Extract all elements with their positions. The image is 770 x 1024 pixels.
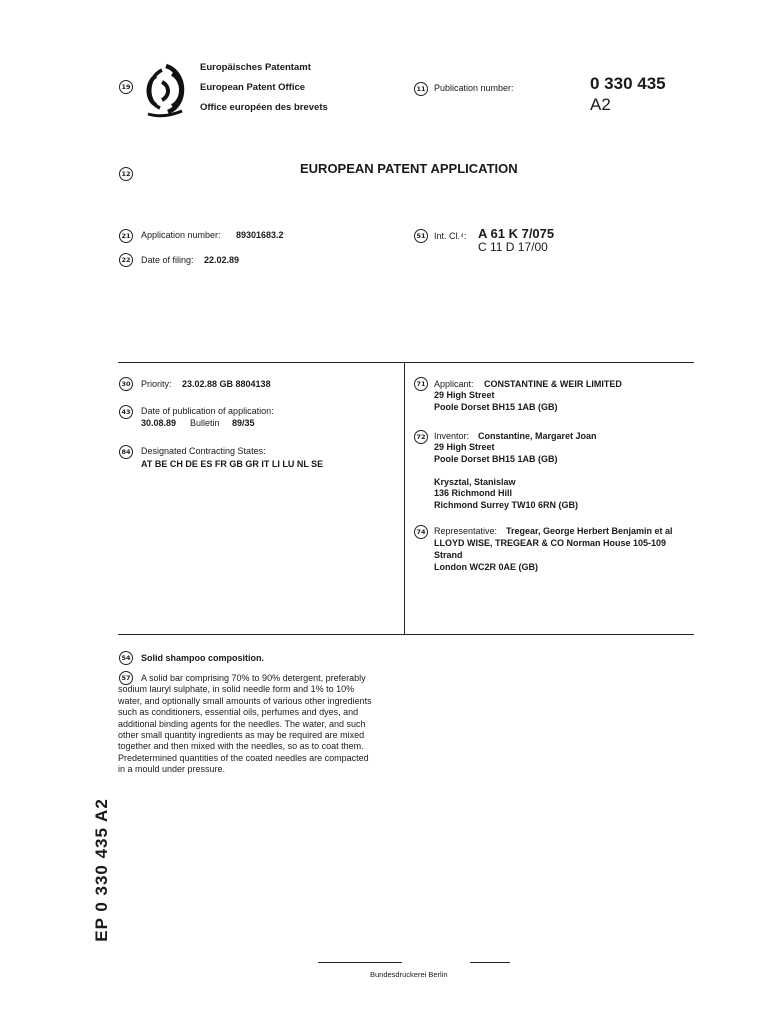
priority-label: Priority: [141, 379, 172, 389]
representative-line-3: Strand [434, 550, 463, 560]
upper-rule [118, 362, 694, 363]
inid-19-marker: 19 [119, 80, 133, 94]
inid-57-marker: 57 [119, 671, 133, 685]
lower-rule [118, 634, 694, 635]
designated-states-label: Designated Contracting States: [141, 446, 266, 456]
application-number-value: 89301683.2 [236, 230, 284, 240]
publication-date-value: 30.08.89 [141, 418, 177, 428]
footer-rule-right [470, 962, 510, 963]
filing-date-label: Date of filing: [141, 255, 194, 265]
invention-title: Solid shampoo composition. [141, 653, 265, 663]
abstract-line: additional binding agents for the needles. The water, and such [118, 718, 366, 729]
application-number-label: Application number: [141, 230, 221, 240]
abstract-line: other small quantity ingredients as may be required are mixed [118, 730, 365, 741]
abstract-line: such as conditioners, essential oils, perfumes and dyes, and [118, 707, 359, 718]
abstract-line: Predetermined quantities of the coated needles are compacted [118, 752, 369, 763]
inid-71-marker: 71 [414, 377, 428, 391]
inid-54-marker: 54 [119, 651, 133, 665]
representative-label: Representative: [434, 526, 498, 536]
inid-21-marker: 21 [119, 229, 133, 243]
inid-22-marker: 22 [119, 253, 133, 267]
office-name-en: European Patent Office [200, 82, 306, 93]
abstract-text [118, 673, 408, 776]
designated-states-value: AT BE CH DE ES FR GB GR IT LI LU NL SE [141, 459, 324, 469]
representative-line-2: LLOYD WISE, TREGEAR & CO Norman House 105-109 [434, 538, 667, 548]
applicant-address-line-2: Poole Dorset BH15 1AB (GB) [434, 402, 558, 412]
int-cl-secondary: C 11 D 17/00 [478, 240, 548, 254]
int-cl-primary: A 61 K 7/075 [478, 226, 555, 241]
publication-number: 0 330 435 [590, 74, 666, 93]
priority-value: 23.02.88 GB 8804138 [182, 379, 271, 389]
inid-72-marker: 72 [414, 430, 428, 444]
office-name-de: Europäisches Patentamt [200, 62, 311, 73]
inid-43-marker: 43 [119, 405, 133, 419]
applicant-address-line-1: 29 High Street [434, 390, 495, 400]
filing-date-value: 22.02.89 [204, 255, 240, 265]
representative-name: Tregear, George Herbert Benjamin et al [506, 526, 673, 536]
applicant-label: Applicant: [434, 379, 474, 389]
inventor-1-address-line-1: 29 High Street [434, 442, 495, 452]
inid-12-marker: 12 [119, 167, 133, 181]
abstract-line: in a mould under pressure. [118, 764, 226, 775]
inventor-2-address-line-1: 136 Richmond Hill [434, 488, 513, 498]
inid-74-marker: 74 [414, 525, 428, 539]
bulletin-label: Bulletin [190, 418, 220, 428]
abstract-line: together and then mixed with the needles, so as to coat them. [118, 741, 364, 752]
inid-51-marker: 51 [414, 229, 428, 243]
side-publication-label: EP 0 330 435 A2 [92, 798, 111, 942]
inid-30-marker: 30 [119, 377, 133, 391]
abstract-line: sodium lauryl sulphate, in solid needle form and 1% to 10% [118, 684, 355, 695]
printer-name: Bundesdruckerei Berlin [370, 970, 448, 979]
inventor-2-name: Krysztal, Stanislaw [434, 477, 516, 487]
inid-11-marker: 11 [414, 82, 428, 96]
inventor-1-address-line-2: Poole Dorset BH15 1AB (GB) [434, 454, 558, 464]
bulletin-value: 89/35 [232, 418, 255, 428]
document-title: EUROPEAN PATENT APPLICATION [300, 161, 518, 176]
inventor-label: Inventor: [434, 431, 470, 441]
publication-number-label: Publication number: [434, 83, 514, 93]
column-divider [404, 362, 405, 634]
inid-84-marker: 84 [119, 445, 133, 459]
publication-kind: A2 [590, 95, 611, 114]
inventor-2-address-line-2: Richmond Surrey TW10 6RN (GB) [434, 500, 579, 510]
int-cl-label: Int. Cl.⁴: [434, 231, 467, 241]
inventor-1-name: Constantine, Margaret Joan [478, 431, 597, 441]
applicant-name: CONSTANTINE & WEIR LIMITED [484, 379, 622, 389]
representative-line-4: London WC2R 0AE (GB) [434, 562, 538, 572]
publication-date-label: Date of publication of application: [141, 406, 274, 416]
office-name-fr: Office européen des brevets [200, 102, 328, 113]
abstract-line: A solid bar comprising 70% to 90% detergent, preferably [141, 673, 366, 683]
epo-logo-icon [142, 60, 194, 120]
footer-rule-left [318, 962, 402, 963]
abstract-line: water, and optionally small amounts of various other ingredients [118, 695, 372, 706]
